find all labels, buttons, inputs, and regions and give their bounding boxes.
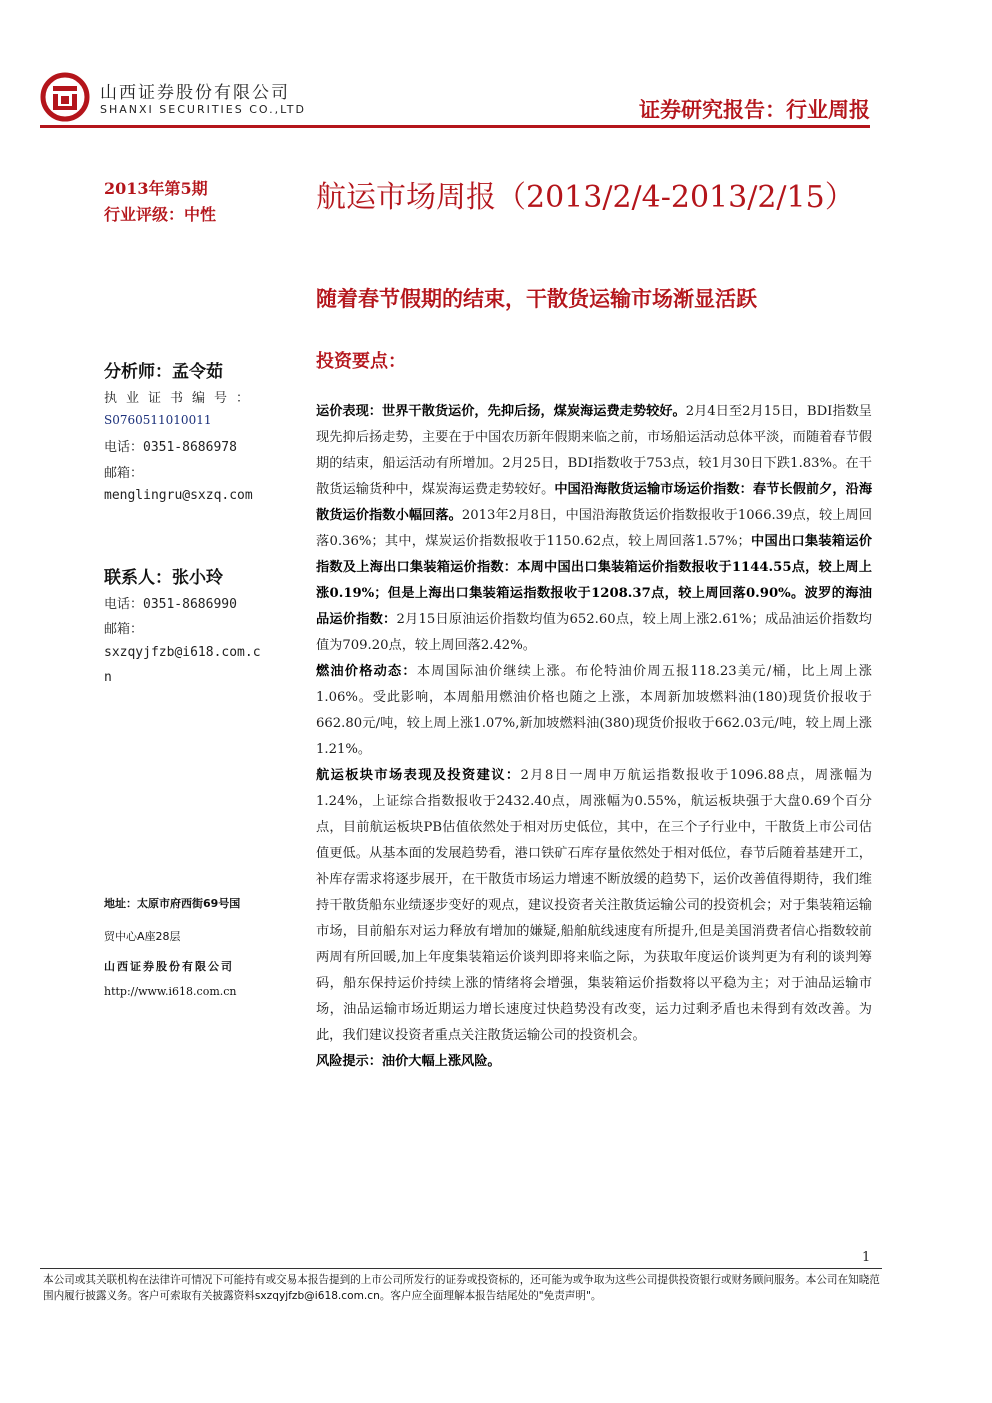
fuel-text: 本周国际油价继续上涨。布伦特油价周五报118.23美元/桶，比上周上涨1.06%。受此影响，本周船用燃油价格也随之上涨，本周新加坡燃料油(180)现货价报收于662.80元/吨，较上周上涨1.07%,新加坡燃料油(380)现货价报收于662.03元/吨，较上周上涨1.21%。: [316, 664, 872, 757]
contact-email-wrap: n: [104, 670, 112, 685]
company-website: http://www.i618.com.cn: [104, 985, 237, 998]
address-line-2: 贸中心A座28层: [104, 930, 181, 943]
freight-text: 2月4日至2月15日，BDI指数呈现先抑后扬走势，主要在于中国农历新年假期来临之前，市场船运活动总体平淡，而随着春节假期的结束，船运活动有所增加。2月25日，BDI指数收于753点，较1月30日下跌1.83%。在干散货运输货种中，煤炭海运费走势较好。: [316, 404, 872, 497]
report-type: 证券研究报告：行业周报: [639, 98, 870, 122]
company-logo: [40, 72, 90, 122]
paragraph-fuel: [316, 659, 872, 763]
coastal-text: 2013年2月8日，中国沿海散货运价指数报收于1066.39点，较上周回落0.36%；其中，煤炭运价指数报收于1150.62点，较上周回落1.57%；: [316, 508, 873, 549]
analyst-phone: 电话：0351-8686978: [104, 440, 237, 455]
contact-phone: 电话：0351-8686990: [104, 597, 237, 612]
analyst-email-label: 邮箱：: [104, 466, 144, 481]
cert-number: S0760511010011: [104, 413, 212, 427]
company-name-en: SHANXI SECURITIES CO.,LTD: [100, 103, 306, 116]
freight-lead: 运价表现：世界干散货运价，先抑后扬，煤炭海运费走势较好。: [316, 404, 686, 419]
header-divider: [40, 125, 870, 128]
contact-email-label: 邮箱：: [104, 622, 144, 637]
disclaimer: 本公司或其关联机构在法律许可情况下可能持有或交易本报告提到的上市公司所发行的证券或投资标的，还可能为或争取为这些公司提供投资银行或财务顾问服务。本公司在知晓范围内履行披露义务。客户可索取有关披露资料sxzqyjfzb@i618.com.cn。客户应全面理解本报告结尾处的"免责声明"。: [43, 1274, 880, 1302]
container-lead: 中国出口集装箱运价指数及上海出口集装箱运价指数：本周中国出口集装箱运价指数报收于1144.55点，较上周上涨0.19%；但是上海出口集装箱运指数报收于1208.37点，较上周回落0.90%。波罗的海油品运价指数：: [316, 534, 872, 627]
paragraph-freight: [316, 399, 872, 659]
paragraph-risk: [316, 1049, 872, 1075]
company-name-cn: 山西证券股份有限公司: [100, 83, 290, 103]
risk-note: 风险提示：油价大幅上涨风险。: [316, 1054, 501, 1069]
section-heading: 投资要点：: [316, 351, 406, 372]
contact-name: 联系人：张小玲: [104, 568, 223, 588]
cert-label: 执业证书编号：: [104, 391, 259, 406]
page-title: 航运市场周报（2013/2/4-2013/2/15）: [316, 180, 855, 215]
footer-divider: [40, 1268, 882, 1269]
contact-email: sxzqyjfzb@i618.com.c: [104, 645, 261, 660]
oil-freight-text: 2月15日原油运价指数均值为652.60点，较上周上涨2.61%；成品油运价指数均值为709.20点，较上周回落2.42%。: [316, 612, 872, 653]
sector-lead: 航运板块市场表现及投资建议：: [316, 768, 521, 783]
report-subtitle: 随着春节假期的结束，干散货运输市场渐显活跃: [316, 287, 757, 311]
analyst-name: 分析师：孟令茹: [104, 362, 223, 382]
issue-number: 2013年第5期: [104, 179, 208, 198]
address-company: 山西证券股份有限公司: [104, 960, 234, 973]
industry-rating: 行业评级：中性: [104, 205, 217, 224]
paragraph-sector: [316, 763, 872, 1049]
report-body: [316, 399, 872, 1075]
analyst-email: menglingru@sxzq.com: [104, 488, 253, 503]
coastal-lead: 中国沿海散货运输市场运价指数：春节长假前夕，沿海散货运价指数小幅回落。: [316, 482, 873, 523]
address-line-1: 地址：太原市府西街69号国: [104, 897, 241, 910]
sector-text: 2月8日一周申万航运指数报收于1096.88点，周涨幅为1.24%，上证综合指数报收于2432.40点，周涨幅为0.55%，航运板块强于大盘0.69个百分点，目前航运板块PB估值依然处于相对历史低位，其中，在三个子行业中，干散货上市公司估值更低。从基本面的发展趋势看，港口铁矿石库存量依然处于相对低位，春节后随着基建开工，补库存需求将逐步展开，在干散货市场运力增速不断放缓的趋势下，运价改善值得期待，我们维持干散货船东业绩逐步变好的观点，建议投资者关注散货运输公司的投资机会；对于集装箱运输市场，目前船东对运力释放有增加的嫌疑,船舶航线速度有所提升,但是美国消费者信心指数较前两周有所回暖,加上年度集装箱运价谈判即将来临之际，为获取年度运价谈判更为有利的谈判筹码，船东保持运价持续上涨的情绪将会增强，集装箱运价指数将以平稳为主；对于油品运输市场，油品运输市场近期运力增长速度过快趋势没有改变，运力过剩矛盾也未得到有效改善。为此，我们建议投资者重点关注散货运输公司的投资机会。: [316, 768, 873, 1043]
fuel-lead: 燃油价格动态：: [316, 664, 417, 679]
page-number: 1: [862, 1250, 871, 1265]
